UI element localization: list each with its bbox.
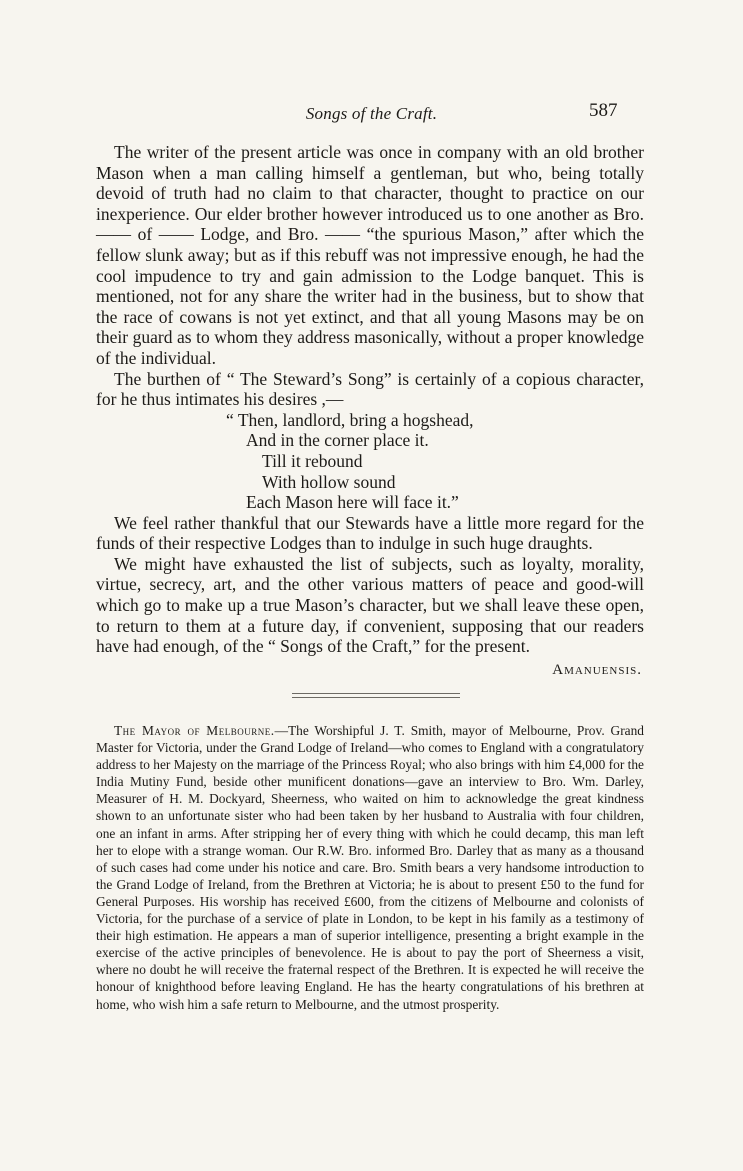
section-divider-bottom xyxy=(292,697,460,698)
section-divider-top xyxy=(292,693,460,694)
verse-line-4: With hollow sound xyxy=(262,471,396,492)
author-signature: Amanuensis. xyxy=(552,661,642,678)
verse-line-2: And in the corner place it. xyxy=(246,430,429,451)
verse-line-5: Each Mason here will face it.” xyxy=(246,492,459,513)
news-item xyxy=(96,722,644,1013)
steward-song-verse xyxy=(96,410,644,513)
verse-line-3: Till it rebound xyxy=(262,450,363,471)
news-item-paragraph xyxy=(96,722,644,1013)
news-item-body: —The Worshipful J. T. Smith, mayor of Melbourne, Prov. Grand Master for Victoria, under the Grand Lodge of Ireland—who comes to England with a congratulatory address to her Majesty on the marriage of the Princess Royal; who also brings with him £4,000 for the India Mutiny Fund, beside other munificent donations—gave an interview to Bro. Wm. Darley, Measurer of H. M. Dockyard, Sheerness, who waited on him to acknowledge the great kindness shown to an unfortunate sister who had been taken by her husband to Australia with four children, one an infant in arms. After stripping her of every thing with which he could decamp, this man left her to elope with a strange woman. Our R.W. Bro. informed Bro. Darley that as many as a thousand of such cases had come under his notice and care. Bro. Smith bears a very handsome introduction to the Grand Lodge of Ireland, from the Brethren at Victoria; he is about to present £50 to the fund for General Purposes. His worship has received £600, from the citizens of Melbourne and colonists of Victoria, for the purchase of a service of plate in London, to be kept in his family as a testimony of their high estimation. He appears a man of superior intelligence, presenting a bright example in the exercise of the active principles of benevolence. He is about to pay the port of Sheerness a visit, where no doubt he will receive the fraternal respect of the Brethren. It is expected he will receive the honour of knighthood before leaving England. He has the hearty congratulations of his brethren at home, who wish him a safe return to Melbourne, and the utmost prosperity. xyxy=(96,723,644,1012)
article-paragraph-2: The burthen of “ The Steward’s Song” is certainly of a copious character, for he thus intimates his desires ,— xyxy=(96,368,644,410)
news-item-heading: The Mayor of Melbourne. xyxy=(114,723,275,738)
page-number: 587 xyxy=(589,100,618,121)
article-paragraph-4: We might have exhausted the list of subjects, such as loyalty, morality, virtue, secrecy, art, and the other various matters of peace and good-will which go to make up a true Mason’s character, but we shall leave these open, to return to them at a future day, if convenient, supposing that our readers have had enough, of the “ Songs of the Craft,” for the present. xyxy=(96,553,644,657)
article-paragraph-3: We feel rather thankful that our Stewards have a little more regard for the funds of their respective Lodges than to indulge in such huge draughts. xyxy=(96,512,644,554)
running-title: Songs of the Craft. xyxy=(305,104,438,123)
article-body xyxy=(96,142,644,680)
article-paragraph-1: The writer of the present article was once in company with an old brother Mason when a man calling himself a gentleman, but who, being totally devoid of truth had no claim to that character, thought to practice on our inexperience. Our elder brother however introduced us to one another as Bro. —— of —— Lodge, and Bro. —— “the spurious Mason,” after which the fellow slunk away; but as if this rebuff was not impressive enough, he had the cool impudence to try and gain admission to the Lodge banquet. This is mentioned, not for any share the writer had in the business, but to show that the race of cowans is not yet extinct, and that all young Masons may be on their guard as to whom they address masonically, without a proper knowledge of the individual. xyxy=(96,142,644,368)
verse-line-1: “ Then, landlord, bring a hogshead, xyxy=(226,409,474,430)
